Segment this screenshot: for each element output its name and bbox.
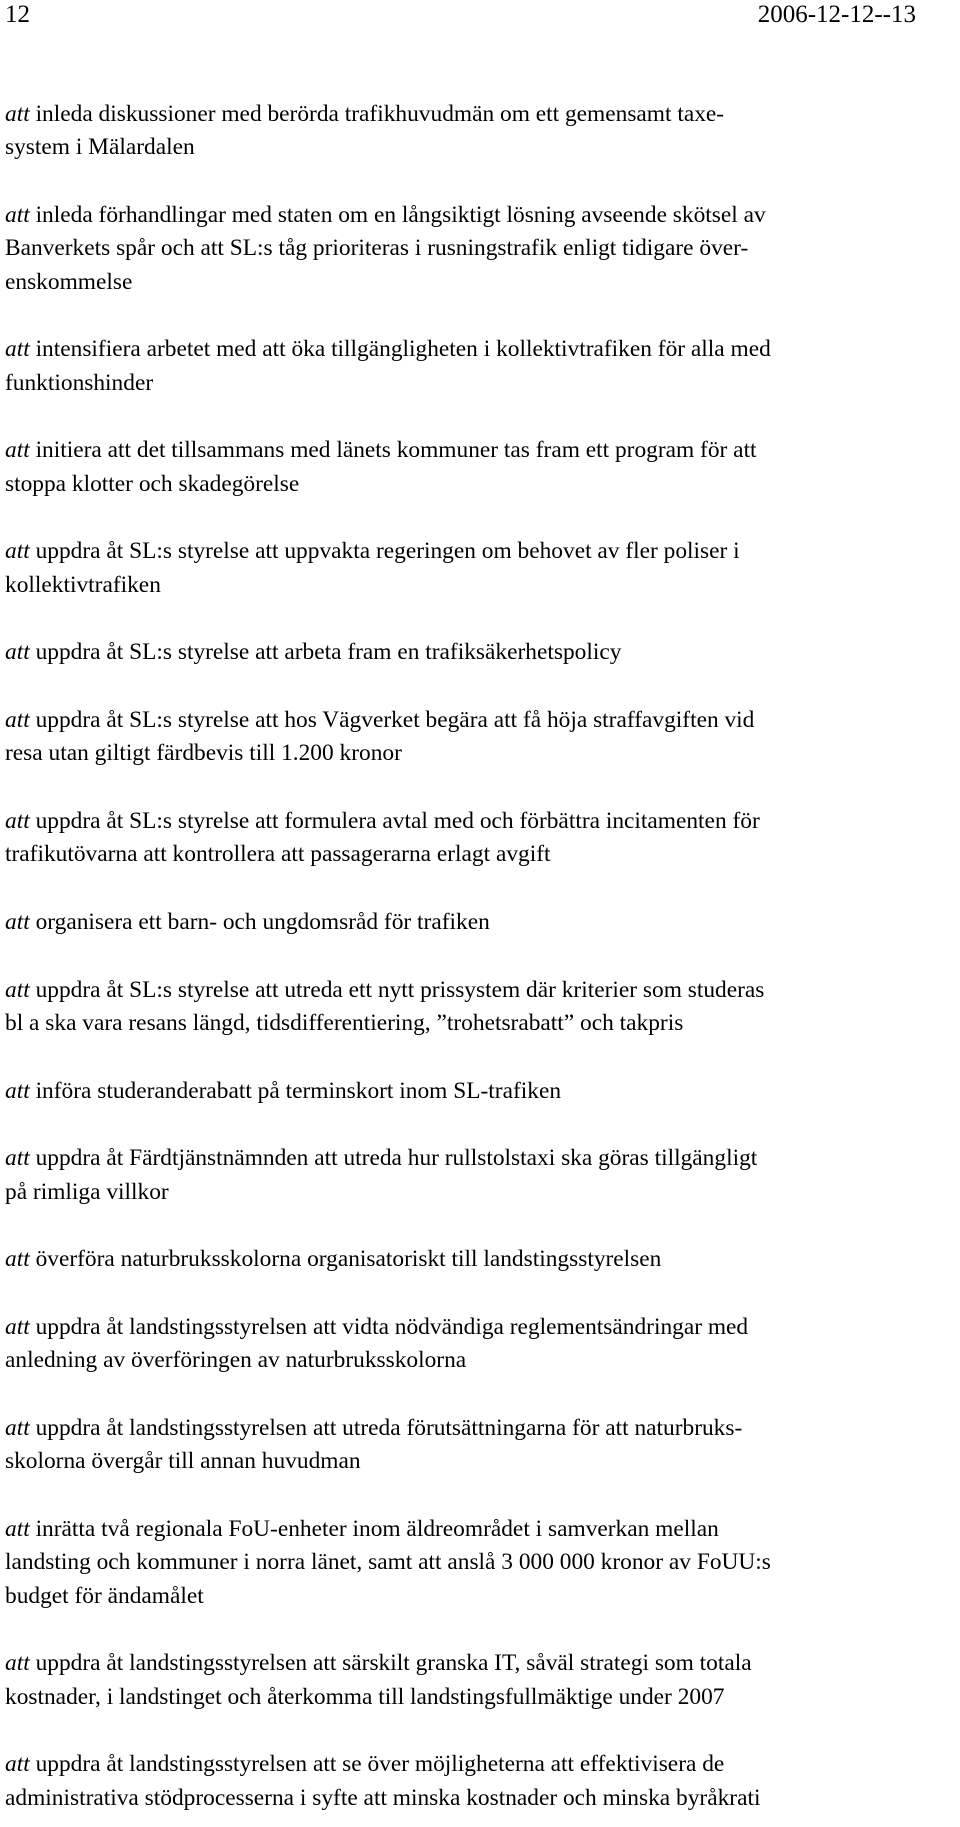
resolution-item <box>5 333 925 400</box>
resolution-item <box>5 1142 925 1209</box>
item-lead-word: att <box>5 707 30 733</box>
item-lead-word: att <box>5 538 30 565</box>
item-text-line: funktionshinder <box>5 369 154 396</box>
item-text-line: budget för ändamålet <box>5 1582 204 1609</box>
item-text-line: uppdra åt SL:s styrelse att hos Vägverket begära att få höja straffavgiften vid <box>35 707 755 733</box>
page-number: 12 <box>5 1 30 28</box>
resolution-item <box>5 434 925 501</box>
item-lead-word: att <box>5 1515 30 1542</box>
resolution-item <box>5 1412 925 1479</box>
item-text-line: anledning av överföringen av naturbruksskolorna <box>5 1347 467 1374</box>
item-text-line: uppdra åt landstingsstyrelsen att se över möjligheterna att effektivisera de <box>35 1751 725 1778</box>
resolution-item <box>5 805 925 872</box>
item-text-line: administrativa stödprocesserna i syfte att minska kostnader och minska byråkrati <box>5 1784 761 1811</box>
item-text-line: på rimliga villkor <box>5 1178 169 1205</box>
item-text-line: kostnader, i landstinget och återkomma till landstingsfullmäktige under 2007 <box>5 1683 725 1710</box>
item-text-line: uppdra åt landstingsstyrelsen att vidta nödvändiga reglementsändringar med <box>35 1313 749 1340</box>
resolution-item <box>5 1075 925 1108</box>
item-lead-word: att <box>5 1650 30 1677</box>
item-text-line: uppdra åt SL:s styrelse att uppvakta regeringen om behovet av fler poliser i <box>35 538 740 565</box>
item-lead-word: att <box>5 1145 30 1172</box>
resolution-item <box>5 1647 925 1714</box>
item-lead-word: att <box>5 976 30 1003</box>
resolution-item <box>5 535 925 602</box>
item-text-line: resa utan giltigt färdbevis till 1.200 kronor <box>5 740 402 767</box>
item-lead-word: att <box>5 1077 30 1104</box>
item-text-line: skolorna övergår till annan huvudman <box>5 1448 361 1475</box>
item-text-line: överföra naturbruksskolorna organisatoriskt till landstingsstyrelsen <box>35 1246 662 1273</box>
item-lead-word: att <box>5 909 30 935</box>
item-lead-word: att <box>5 437 30 464</box>
resolution-item <box>5 1311 925 1378</box>
item-text-line: uppdra åt SL:s styrelse att formulera avtal med och förbättra incitamenten för <box>35 808 760 834</box>
item-text-line: uppdra åt landstingsstyrelsen att utreda förutsättningarna för att naturbruks- <box>35 1414 743 1441</box>
item-text-line: landsting och kommuner i norra länet, samt att anslå 3 000 000 kronor av FoUU:s <box>5 1549 771 1576</box>
page-header <box>0 0 960 34</box>
item-lead-word: att <box>5 639 30 666</box>
item-text-line: uppdra åt Färdtjänstnämnden att utreda hur rullstolstaxi ska göras tillgängligt <box>35 1145 758 1172</box>
item-text-line: system i Mälardalen <box>5 134 195 161</box>
resolution-item <box>5 906 925 939</box>
item-lead-word: att <box>5 808 30 834</box>
item-lead-word: att <box>5 1246 30 1273</box>
item-text-line: inleda förhandlingar med staten om en långsiktigt lösning avseende skötsel av <box>35 202 766 228</box>
item-text-line: inleda diskussioner med berörda trafikhuvudmän om ett gemensamt taxe- <box>35 101 725 127</box>
resolution-item <box>5 1513 925 1613</box>
item-text-line: kollektivtrafiken <box>5 571 161 598</box>
item-lead-word: att <box>5 1751 30 1778</box>
item-lead-word: att <box>5 1414 30 1441</box>
document-body <box>5 98 925 1815</box>
item-lead-word: att <box>5 336 30 363</box>
resolution-item <box>5 1748 925 1815</box>
page-date: 2006-12-12--13 <box>757 1 916 28</box>
item-text-line: införa studeranderabatt på terminskort inom SL-trafiken <box>35 1077 562 1104</box>
item-text-line: intensifiera arbetet med att öka tillgängligheten i kollektivtrafiken för alla med <box>35 336 771 363</box>
resolution-item <box>5 636 925 669</box>
resolution-item <box>5 974 925 1041</box>
item-lead-word: att <box>5 101 30 127</box>
item-text-line: Banverkets spår och att SL:s tåg prioriteras i rusningstrafik enligt tidigare över- <box>5 235 749 262</box>
item-text-line: enskommelse <box>5 268 133 295</box>
resolution-item <box>5 704 925 771</box>
item-lead-word: att <box>5 1313 30 1340</box>
resolution-item <box>5 98 925 165</box>
item-text-line: trafikutövarna att kontrollera att passagerarna erlagt avgift <box>5 841 551 868</box>
item-text-line: bl a ska vara resans längd, tidsdifferentiering, ”trohetsrabatt” och takpris <box>5 1010 684 1036</box>
item-text-line: stoppa klotter och skadegörelse <box>5 470 300 497</box>
item-text-line: organisera ett barn- och ungdomsråd för trafiken <box>35 909 490 935</box>
item-text-line: uppdra åt SL:s styrelse att utreda ett nytt prissystem där kriterier som studeras <box>35 976 765 1003</box>
item-text-line: initiera att det tillsammans med länets kommuner tas fram ett program för att <box>35 437 757 464</box>
item-text-line: uppdra åt SL:s styrelse att arbeta fram en trafiksäkerhetspolicy <box>35 639 622 666</box>
resolution-item <box>5 1243 925 1276</box>
resolution-item <box>5 199 925 299</box>
item-text-line: inrätta två regionala FoU-enheter inom äldreområdet i samverkan mellan <box>35 1515 719 1542</box>
item-lead-word: att <box>5 202 30 228</box>
item-text-line: uppdra åt landstingsstyrelsen att särskilt granska IT, såväl strategi som totala <box>35 1650 752 1677</box>
